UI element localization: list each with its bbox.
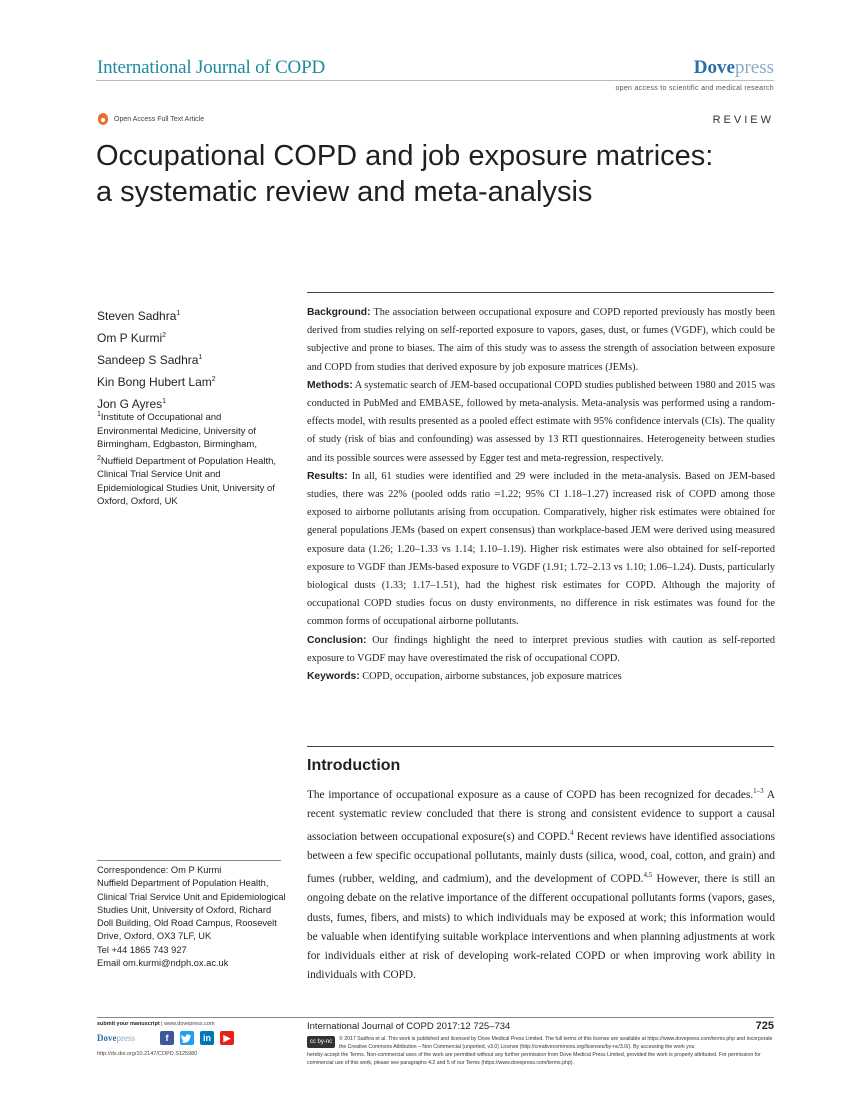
abstract-top-rule xyxy=(307,292,774,293)
author-affiliation-marker: 2 xyxy=(211,376,216,383)
background-text: The association between occupational exposure and COPD reported previously has mostly been derived from studies relying on self-reported exposure to vapors, gases, dust, or fumes (VGDF), which could be subjective and prone to biases. The aim of this study was to assess the strength of association between exposure and COPD from studies that derived exposure by job exposure matrices (JEMs). xyxy=(307,307,776,373)
correspondence-address: Nuffield Department of Population Health, Clinical Trial Service Unit and Epidemiological Studies Unit, University of Oxford, Richard Doll Building, Old Road Campus, Roosevelt Drive, Oxford, OX3 7LF, UK xyxy=(97,878,286,942)
correspondence-email[interactable]: Email om.kurmi@ndph.ox.ac.uk xyxy=(97,958,229,969)
conclusion-text: Our findings highlight the need to interpret previous studies with caution as self-reported exposure to VGDF may have overestimated the risk of occupational COPD. xyxy=(307,634,775,664)
header-divider xyxy=(96,80,774,81)
author-name: Sandeep S Sadhra xyxy=(97,353,199,367)
correspondence-author: Correspondence: Om P Kurmi xyxy=(97,865,222,875)
author-name: Om P Kurmi xyxy=(97,331,163,345)
submit-label: submit your manuscript xyxy=(97,1021,160,1027)
keywords-text: COPD, occupation, airborne substances, job exposure matrices xyxy=(362,671,622,683)
methods-label: Methods: xyxy=(307,379,353,391)
citation-ref[interactable]: 1–3 xyxy=(753,787,764,795)
open-access-icon xyxy=(98,113,108,125)
abstract-conclusion xyxy=(307,632,775,668)
affiliation-text: Institute of Occupational and Environmental Medicine, University of Birmingham, Edgbaston, Birmingham, xyxy=(97,412,257,451)
submit-url: | www.dovepress.com xyxy=(159,1021,215,1027)
title-line-1: Occupational COPD and job exposure matrices: xyxy=(96,140,714,172)
journal-name[interactable]: International Journal of COPD xyxy=(97,57,325,78)
section-heading-introduction: Introduction xyxy=(307,757,401,774)
brand-press: press xyxy=(734,57,774,78)
creative-commons-icon[interactable]: cc by-nc xyxy=(307,1036,335,1048)
twitter-icon[interactable] xyxy=(180,1031,194,1045)
footer-brand-dove: Dove xyxy=(97,1033,117,1043)
author-name: Kin Bong Hubert Lam xyxy=(97,375,212,389)
open-access-label: Open Access Full Text Article xyxy=(114,115,205,123)
conclusion-label: Conclusion: xyxy=(307,634,367,646)
twitter-bird-glyph xyxy=(180,1031,194,1045)
intro-text: A recent systematic review concluded that there is strong and consistent evidence to support a causal association between occupational exposure(s) and COPD. xyxy=(307,788,776,843)
intro-text: The importance of occupational exposure as a cause of COPD has been recognized for decades. xyxy=(307,788,754,801)
correspondence xyxy=(97,864,287,970)
author-affiliation-marker: 1 xyxy=(198,354,203,361)
intro-text: Recent reviews have identified associations between a few specific occupational pollutants, mainly dusts (silica, wood, coal, cotton, and grain) and fumes (rubber, welding, and cadmium), and the development of COPD. xyxy=(307,830,775,886)
submit-manuscript-link[interactable] xyxy=(97,1021,215,1027)
footer-dovepress-logo[interactable] xyxy=(97,1033,135,1043)
abstract-methods xyxy=(307,377,775,468)
citation-ref[interactable]: 4 xyxy=(570,829,574,838)
results-text: In all, 61 studies were identified and 29 were included in the meta-analysis. Based on JEM-based studies, there was 22% (pooled odds ratio =1.22; 95% CI 1.18–1.27) increased risk of COPD among those exposed to airborne pollutants arising from occupation. Comparatively, higher risk estimates were obtained for general populations JEMs (based on expert consensus) than workplace-based JEM were derived using measured exposure data (1.26; 1.20–1.33 vs 1.14; 1.10–1.19). Higher risk estimates were also obtained for self-reported exposure to VGDF than JEMs-based exposure to VGDF (1.91; 1.72–2.13 vs 1.10; 1.06–1.24). Dusts, particularly biological dusts (1.33; 1.17–1.51), had the highest risk estimates for COPD. Although the majority of occupational COPD studies focus on dusty environments, no difference in risk estimates was found for the common forms of occupational airborne pollutants. xyxy=(307,470,776,628)
author xyxy=(97,326,216,348)
affiliation-marker: 1 xyxy=(97,411,101,418)
doi-link[interactable]: http://dx.doi.org/10.2147/COPD.S125980 xyxy=(97,1051,198,1057)
linkedin-icon[interactable]: in xyxy=(200,1031,214,1045)
page-number: 725 xyxy=(755,1020,774,1032)
affiliation-text: Nuffield Department of Population Health, Clinical Trial Service Unit and Epidemiological Studies Unit, University of Oxford, Oxford, UK xyxy=(97,455,277,508)
affiliation-marker: 2 xyxy=(97,454,101,462)
keywords-label: Keywords: xyxy=(307,671,360,683)
article-title xyxy=(96,138,796,210)
brand-tagline: open access to scientific and medical research xyxy=(615,85,774,92)
methods-text: A systematic search of JEM-based occupational COPD studies published between 1980 and 2015 was conducted in PubMed and EMBASE, followed by meta-analysis. Meta-analysis was performed using a random-effects model, with results presented as a pooled effect estimate with 95% confidence intervals (CIs). The quality of study (risk of bias and confounding) was assessed by 13 RTI questionnaires. Heterogeneity between studies and its possible sources were assessed by Egger test and meta-regression, respectively. xyxy=(307,379,775,464)
background-label: Background: xyxy=(307,307,371,318)
abstract-bottom-rule xyxy=(307,746,774,747)
youtube-icon[interactable]: ▶ xyxy=(220,1031,234,1045)
author xyxy=(97,348,216,370)
footer-citation: International Journal of COPD 2017:12 725–734 xyxy=(307,1021,511,1032)
license-line-1: © 2017 Sadhra et al. This work is published and licensed by Dove Medical Press Limited. The full terms of this license are available at https://www.dovepress.com/terms.php and incorporate the Creative Commons Attribution – Non Commercial (unported, v3.0) License (http://creativecommons.org/licenses/by-nc/3.0/). By accessing the work you xyxy=(339,1036,773,1050)
abstract-background xyxy=(307,304,775,377)
social-links xyxy=(160,1031,234,1045)
author-affiliation-marker: 2 xyxy=(162,332,167,339)
brand-dove: Dove xyxy=(693,57,735,78)
author xyxy=(97,304,216,326)
footer-rule xyxy=(97,1017,774,1018)
affiliations xyxy=(97,408,277,509)
abstract xyxy=(307,304,775,686)
dovepress-logo[interactable] xyxy=(694,57,774,79)
footer-brand-press: press xyxy=(116,1033,135,1043)
title-line-2: a systematic review and meta-analysis xyxy=(96,176,593,208)
author-name: Jon G Ayres xyxy=(97,397,163,411)
abstract-results xyxy=(307,468,775,632)
author xyxy=(97,370,216,392)
article-type: REVIEW xyxy=(712,114,774,126)
abstract-keywords xyxy=(307,668,775,686)
author-name: Steven Sadhra xyxy=(97,309,177,323)
results-label: Results: xyxy=(307,470,348,482)
facebook-icon[interactable]: f xyxy=(160,1031,174,1045)
correspondence-tel: Tel +44 1865 743 927 xyxy=(97,944,187,955)
license-line-2: hereby accept the Terms. Non-commercial uses of the work are permitted without any further permission from Dove Medical Press Limited, provided the work is properly attributed. For permission for commercial use of this work, please see paragraphs 4.2 and 5 of our Terms (https://www.dovepress.com/terms.php). xyxy=(307,1052,761,1066)
correspondence-rule xyxy=(97,860,281,861)
author-affiliation-marker: 1 xyxy=(176,310,181,317)
author-list xyxy=(97,304,216,414)
introduction-paragraph xyxy=(307,782,775,985)
citation-ref[interactable]: 4,5 xyxy=(643,871,653,880)
open-access-badge[interactable] xyxy=(98,113,204,125)
author-affiliation-marker: 1 xyxy=(162,398,167,405)
intro-text: However, there is still an ongoing debate on the relative importance of the different occupational pollutants forms (vapors, gases, dusts, fumes, fibers, and mists) to which individuals may be exposed at work; this information would be valuable when identifying suitable workplace interventions and when planning adjustments at work for individuals either at risk of developing work-related COPD or when improving work ability in individuals with COPD. xyxy=(307,873,775,982)
